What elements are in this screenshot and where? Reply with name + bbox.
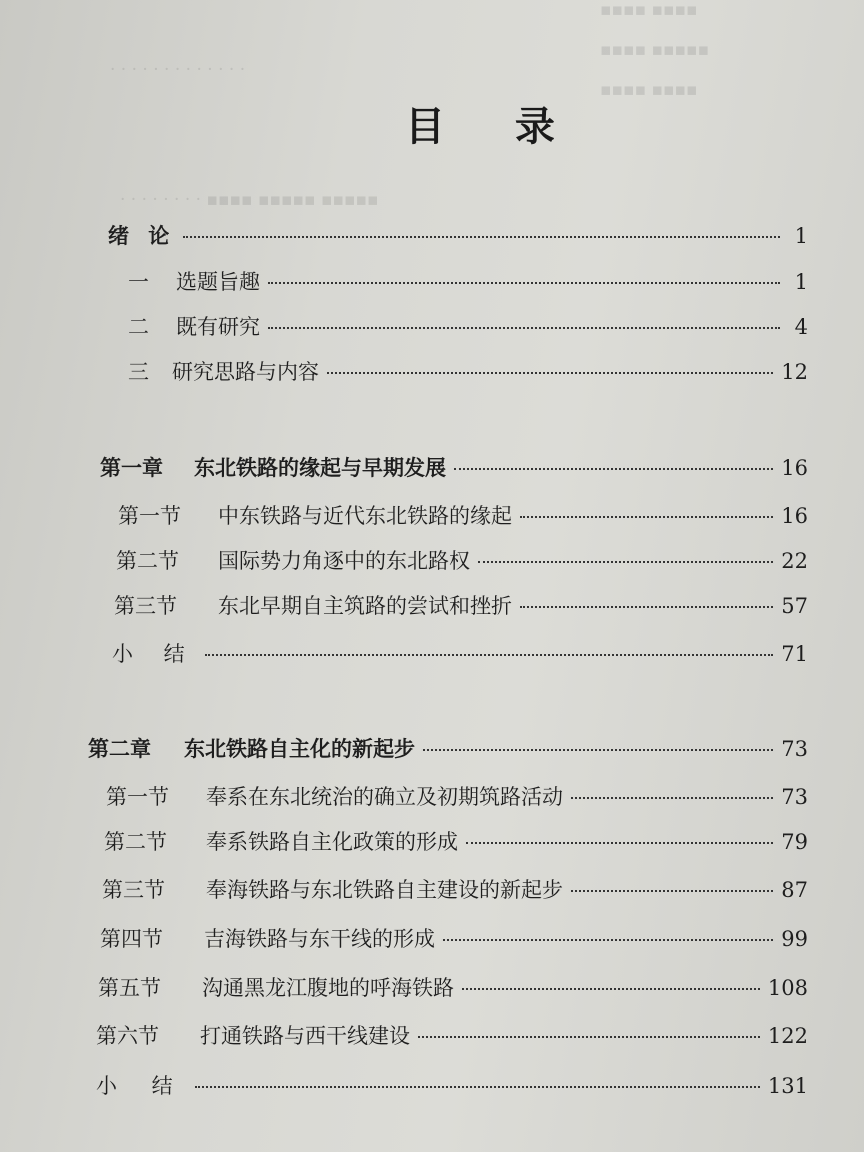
dot-leader: [520, 606, 773, 608]
toc-entry-text: 选题旨趣: [176, 270, 260, 294]
toc-entry-number: 一: [128, 270, 149, 294]
toc-page-number: 79: [781, 830, 808, 854]
toc-entry-summary[interactable]: [96, 1072, 808, 1100]
toc-entry-number: 三: [128, 360, 149, 384]
toc-page-number: 4: [794, 315, 808, 339]
toc-entry-section[interactable]: [118, 502, 808, 530]
toc-entry-section[interactable]: [100, 925, 808, 953]
toc-entry-chapter-1[interactable]: [100, 454, 808, 482]
dot-leader: [205, 654, 774, 656]
dot-leader: [466, 842, 773, 844]
bleed-through-text: ▪▪▪▪ ▪▪▪▪: [600, 80, 698, 100]
toc-page-number: 71: [781, 642, 808, 666]
page-title: 目 录: [405, 103, 583, 150]
toc-page-number: 131: [767, 1074, 808, 1098]
toc-entry-number: 第一节: [106, 785, 169, 809]
toc-entry-number: 第一节: [118, 504, 181, 528]
toc-entry-section[interactable]: [102, 876, 808, 904]
dot-leader: [327, 372, 773, 374]
toc-entry-text: 沟通黑龙江腹地的呼海铁路: [202, 976, 454, 1000]
toc-entry-text: 既有研究: [176, 315, 260, 339]
dot-leader: [423, 749, 773, 751]
toc-entry-text: 小 结: [96, 1074, 187, 1098]
toc-entry-text: 打通铁路与西干线建设: [200, 1024, 410, 1048]
toc-entry-text: 东北早期自主筑路的尝试和挫折: [218, 594, 512, 618]
bleed-through-text: ▪▪▪▪ ▪▪▪▪▪: [600, 40, 710, 60]
toc-entry-text: 小 结: [112, 642, 197, 666]
dot-leader: [418, 1036, 760, 1038]
toc-entry-introduction[interactable]: [108, 222, 808, 250]
dot-leader: [478, 561, 773, 563]
toc-entry-number: 第二节: [116, 549, 179, 573]
toc-entry-number: 第三节: [114, 594, 177, 618]
toc-entry-text: 东北铁路的缘起与早期发展: [194, 456, 446, 480]
toc-page-number: 12: [781, 360, 808, 384]
toc-entry-text: 中东铁路与近代东北铁路的缘起: [218, 504, 512, 528]
toc-page-number: 16: [781, 504, 808, 528]
dot-leader: [268, 327, 780, 329]
toc-entry-section[interactable]: [98, 974, 808, 1002]
toc-entry-section[interactable]: [106, 783, 808, 811]
toc-page-number: 22: [781, 549, 808, 573]
dot-leader: [571, 890, 773, 892]
toc-entry-text: 吉海铁路与东干线的形成: [204, 927, 435, 951]
toc-page-number: 87: [781, 878, 808, 902]
toc-entry-number: 二: [128, 315, 149, 339]
dot-leader: [268, 282, 780, 284]
toc-page-number: 122: [767, 1024, 808, 1048]
toc-entry-text: 国际势力角逐中的东北路权: [218, 549, 470, 573]
toc-entry-text: 奉系铁路自主化政策的形成: [206, 830, 458, 854]
toc-entry-section[interactable]: [128, 313, 808, 341]
bleed-through-text: · · · · · · · · ▪▪▪▪ ▪▪▪▪▪ ▪▪▪▪▪: [120, 190, 379, 210]
toc-page-number: 1: [794, 224, 808, 248]
toc-page-number: 16: [781, 456, 808, 480]
toc-entry-summary[interactable]: [112, 640, 808, 668]
toc-page-number: 73: [781, 785, 808, 809]
toc-entry-number: 第五节: [98, 976, 161, 1000]
toc-entry-section[interactable]: [128, 268, 808, 296]
dot-leader: [454, 468, 773, 470]
toc-page-number: 57: [781, 594, 808, 618]
toc-entry-text: 研究思路与内容: [172, 360, 319, 384]
bleed-through-text: ▪▪▪▪ ▪▪▪▪: [600, 0, 698, 20]
toc-entry-text: 奉海铁路与东北铁路自主建设的新起步: [206, 878, 563, 902]
toc-entry-number: 第二章: [88, 737, 151, 761]
toc-entry-section[interactable]: [116, 547, 808, 575]
toc-page-number: 73: [781, 737, 808, 761]
toc-entry-section[interactable]: [114, 592, 808, 620]
toc-entry-section[interactable]: [128, 358, 808, 386]
toc-entry-number: 第一章: [100, 456, 163, 480]
toc-entry-section[interactable]: [96, 1022, 808, 1050]
toc-entry-text: 奉系在东北统治的确立及初期筑路活动: [206, 785, 563, 809]
toc-page-number: 99: [781, 927, 808, 951]
toc-page-number: 1: [794, 270, 808, 294]
dot-leader: [462, 988, 760, 990]
toc-entry-section[interactable]: [104, 828, 808, 856]
toc-entry-text: 东北铁路自主化的新起步: [184, 737, 415, 761]
dot-leader: [571, 797, 773, 799]
toc-entry-number: 第四节: [100, 927, 163, 951]
toc-entry-number: 第二节: [104, 830, 167, 854]
toc-entry-number: 第六节: [96, 1024, 159, 1048]
toc-entry-chapter-2[interactable]: [88, 735, 808, 763]
toc-entry-number: 第三节: [102, 878, 165, 902]
dot-leader: [520, 516, 773, 518]
dot-leader: [195, 1086, 760, 1088]
dot-leader: [183, 236, 780, 238]
toc-page-number: 108: [767, 976, 808, 1000]
bleed-through-text: · · · · · · · · · · · · ·: [110, 60, 246, 80]
dot-leader: [443, 939, 773, 941]
toc-entry-text: 绪 论: [108, 224, 176, 248]
